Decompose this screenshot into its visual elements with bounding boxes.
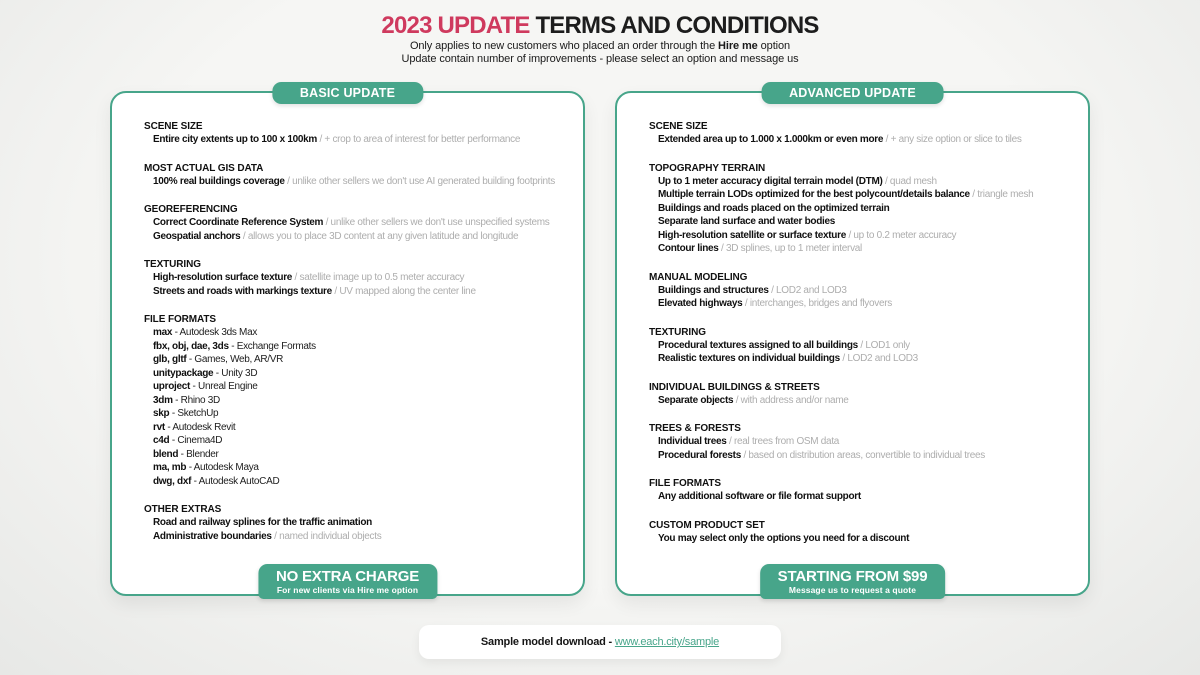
feature-item (649, 242, 1078, 256)
sample-download-pill (419, 625, 781, 659)
subtitle-line-1 (0, 40, 1200, 53)
footer (0, 625, 1200, 659)
feature-lead: Geospatial anchors (153, 230, 241, 242)
panel-basic-content (112, 93, 583, 558)
sample-download-label: Sample model download - (480, 636, 615, 648)
sample-download-link[interactable]: www.each.city/sample (614, 636, 720, 648)
feature-item (144, 230, 573, 244)
feature-note: / quad mesh (882, 175, 937, 187)
feature-note: / LOD2 and LOD3 (768, 284, 847, 296)
feature-lead: 3dm (153, 394, 173, 406)
feature-rest: - Exchange Formats (228, 340, 316, 352)
feature-lead: Procedural textures assigned to all buildings (658, 339, 858, 351)
feature-item (144, 285, 573, 299)
feature-lead: uproject (153, 381, 191, 392)
feature-rest: - Rhino 3D (172, 394, 220, 406)
price-badge-title: STARTING FROM $99 (777, 568, 928, 585)
header (0, 0, 1200, 66)
feature-item (144, 216, 573, 230)
feature-section (144, 203, 573, 243)
feature-rest: - Blender (178, 448, 219, 460)
panel-advanced-content (617, 93, 1088, 560)
feature-lead: ma, mb (153, 462, 187, 473)
starting-from-badge (760, 564, 946, 599)
advanced-update-badge: ADVANCED UPDATE (761, 82, 944, 104)
section-heading: SCENE SIZE (144, 121, 203, 132)
price-badge-subtitle: For new clients via Hire me option (276, 585, 419, 595)
feature-note: / satellite image up to 0.5 meter accuracy (292, 272, 465, 283)
feature-section (144, 162, 573, 189)
section-heading: TEXTURING (649, 326, 706, 338)
feature-rest: - Games, Web, AR/VR (186, 354, 284, 365)
section-heading: TREES & FORESTS (649, 423, 741, 434)
feature-item (649, 297, 1078, 311)
feature-section (144, 313, 573, 488)
feature-item (144, 353, 573, 367)
feature-section (649, 271, 1078, 311)
subtitle-1-post: option (757, 40, 791, 52)
feature-note: / LOD2 and LOD3 (839, 353, 918, 364)
feature-lead: blend (153, 448, 179, 460)
feature-lead: Up to 1 meter accuracy digital terrain model (DTM) (658, 175, 883, 187)
section-heading: MOST ACTUAL GIS DATA (144, 162, 264, 174)
feature-lead: 100% real buildings coverage (153, 175, 285, 187)
feature-lead: Realistic textures on individual buildings (658, 353, 840, 364)
feature-lead: rvt (153, 421, 165, 433)
feature-item (144, 530, 573, 544)
feature-lead: Streets and roads with markings texture (153, 285, 332, 297)
feature-item (649, 133, 1078, 147)
feature-item (649, 175, 1078, 189)
feature-note: / triangle mesh (969, 189, 1034, 200)
feature-note: / + crop to area of interest for better performance (316, 134, 521, 145)
feature-rest: - Autodesk AutoCAD (191, 475, 280, 487)
feature-rest: - Autodesk Revit (164, 421, 236, 433)
section-heading: MANUAL MODELING (649, 271, 748, 283)
section-heading: CUSTOM PRODUCT SET (649, 519, 765, 531)
section-heading: SCENE SIZE (649, 121, 708, 132)
feature-lead: Any additional software or file format support (658, 491, 861, 502)
feature-note: / real trees from OSM data (726, 436, 840, 447)
feature-item (144, 367, 573, 381)
feature-lead: Buildings and structures (658, 284, 769, 296)
feature-lead: Correct Coordinate Reference System (153, 217, 324, 228)
feature-lead: Individual trees (658, 436, 727, 447)
title-accent: 2023 UPDATE (381, 12, 530, 39)
feature-lead: max (153, 327, 173, 338)
panel-basic-update (110, 86, 585, 596)
page-title (0, 12, 1200, 40)
feature-item (649, 215, 1078, 229)
feature-note: / unlike other sellers we don't use unspecified systems (323, 217, 550, 228)
feature-lead: unitypackage (153, 367, 214, 379)
feature-lead: Separate land surface and water bodies (658, 216, 835, 227)
feature-lead: Multiple terrain LODs optimized for the best polycount/details balance (658, 189, 970, 200)
feature-lead: Procedural forests (658, 449, 741, 461)
feature-note: / interchanges, bridges and flyovers (742, 298, 892, 309)
feature-section (144, 120, 573, 147)
feature-item (649, 188, 1078, 202)
feature-item (649, 202, 1078, 216)
feature-rest: - Autodesk 3ds Max (172, 327, 258, 338)
section-heading: INDIVIDUAL BUILDINGS & STREETS (649, 381, 820, 393)
feature-lead: Extended area up to 1.000 x 1.000km or even more (658, 134, 884, 145)
feature-item (144, 271, 573, 285)
feature-item (144, 394, 573, 408)
feature-note: / with address and/or name (733, 394, 849, 406)
section-heading: TOPOGRAPHY TERRAIN (649, 162, 766, 174)
feature-item (649, 394, 1078, 408)
feature-section (649, 326, 1078, 366)
feature-note: / 3D splines, up to 1 meter interval (718, 243, 862, 254)
section-heading: TEXTURING (144, 259, 201, 270)
panel-advanced-update (615, 86, 1090, 596)
feature-lead: glb, gltf (153, 354, 187, 365)
no-extra-charge-badge (258, 564, 437, 599)
feature-item (649, 532, 1078, 546)
section-heading: OTHER EXTRAS (144, 504, 222, 515)
feature-item (649, 352, 1078, 366)
price-badge-title: NO EXTRA CHARGE (275, 568, 420, 585)
feature-item (144, 380, 573, 394)
feature-note: / based on distribution areas, convertible to individual trees (740, 449, 985, 461)
feature-section (649, 381, 1078, 408)
feature-rest: - Unreal Engine (190, 381, 258, 392)
feature-note: / allows you to place 3D content at any given latitude and longitude (240, 230, 519, 242)
feature-section (649, 120, 1078, 147)
feature-rest: - SketchUp (169, 408, 219, 419)
feature-item (144, 133, 573, 147)
feature-lead: You may select only the options you need for a discount (658, 532, 910, 544)
feature-note: / UV mapped along the center line (331, 285, 476, 297)
subtitle-1-bold: Hire me (718, 40, 758, 52)
basic-update-badge: BASIC UPDATE (272, 82, 423, 104)
feature-lead: dwg, dxf (153, 475, 192, 487)
title-rest: TERMS AND CONDITIONS (529, 12, 819, 39)
panels-container (0, 86, 1200, 596)
section-heading: FILE FORMATS (649, 478, 721, 489)
feature-note: / + any size option or slice to tiles (883, 134, 1022, 145)
feature-item (649, 490, 1078, 504)
feature-lead: Entire city extents up to 100 x 100km (153, 134, 317, 145)
feature-section (144, 503, 573, 543)
feature-item (144, 516, 573, 530)
feature-item (649, 449, 1078, 463)
feature-item (144, 340, 573, 354)
feature-lead: Administrative boundaries (153, 530, 272, 542)
feature-note: / named individual objects (271, 530, 382, 542)
feature-lead: High-resolution satellite or surface texture (658, 229, 846, 241)
feature-item (144, 448, 573, 462)
feature-rest: - Unity 3D (213, 367, 258, 379)
feature-section (649, 162, 1078, 256)
subtitle-line-2: Update contain number of improvements - please select an option and message us (401, 53, 799, 65)
feature-section (649, 422, 1078, 462)
feature-item (144, 407, 573, 421)
feature-item (649, 229, 1078, 243)
feature-lead: skp (153, 408, 170, 419)
feature-note: / up to 0.2 meter accuracy (845, 229, 957, 241)
feature-item (144, 434, 573, 448)
feature-item (649, 284, 1078, 298)
feature-item (144, 326, 573, 340)
feature-lead: fbx, obj, dae, 3ds (153, 340, 229, 352)
feature-section (144, 258, 573, 298)
subtitle-1-pre: Only applies to new customers who placed an order through the (409, 40, 719, 52)
feature-note: / LOD1 only (857, 339, 910, 351)
feature-rest: - Autodesk Maya (186, 462, 259, 473)
price-badge-subtitle: Message us to request a quote (788, 585, 917, 595)
feature-section (649, 519, 1078, 546)
feature-item (144, 461, 573, 475)
feature-lead: Contour lines (658, 243, 719, 254)
feature-item (144, 475, 573, 489)
feature-rest: - Cinema4D (169, 435, 223, 446)
feature-item (144, 421, 573, 435)
feature-lead: c4d (153, 435, 170, 446)
feature-item (649, 339, 1078, 353)
section-heading: FILE FORMATS (144, 314, 216, 325)
feature-lead: Separate objects (658, 394, 734, 406)
feature-note: / unlike other sellers we don't use AI generated building footprints (284, 175, 555, 187)
section-heading: GEOREFERENCING (144, 204, 238, 215)
feature-lead: Road and railway splines for the traffic animation (153, 517, 372, 528)
feature-lead: High-resolution surface texture (153, 272, 293, 283)
feature-item (649, 435, 1078, 449)
feature-lead: Buildings and roads placed on the optimized terrain (658, 202, 890, 214)
feature-lead: Elevated highways (658, 298, 743, 309)
feature-section (649, 477, 1078, 504)
feature-item (144, 175, 573, 189)
